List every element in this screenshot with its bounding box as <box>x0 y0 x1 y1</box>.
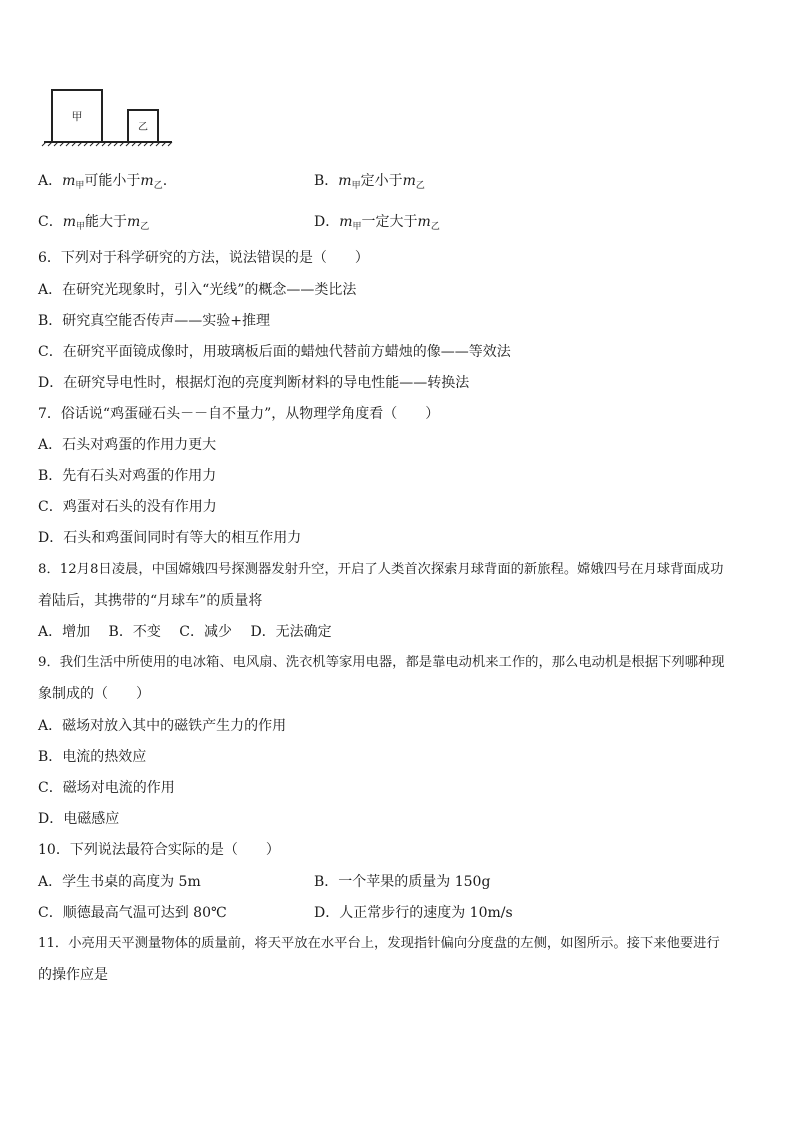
q11-stem-line-2: 的操作应是 <box>38 967 108 983</box>
q10-option-d: D．人正常步行的速度为 10m/s <box>314 905 513 921</box>
blocks-figure <box>40 82 180 148</box>
q9-option-d: D．电磁感应 <box>38 811 120 827</box>
q8-stem-line-1: 8．12月8日凌晨，中国嫦娥四号探测器发射升空，开启了人类首次探索月球背面的新旅程。嫦娥四号在月球背面成功 <box>38 562 724 577</box>
q7-option-b: B．先有石头对鸡蛋的作用力 <box>38 468 217 484</box>
q10-option-a: A．学生书桌的高度为 5m <box>38 874 201 890</box>
q9-stem-line-2: 象制成的（ ） <box>38 686 150 702</box>
q9-option-b: B．电流的热效应 <box>38 749 147 765</box>
q6-option-b: B．研究真空能否传声——实验+推理 <box>38 313 271 329</box>
q7-option-d: D．石头和鸡蛋间同时有等大的相互作用力 <box>38 530 302 546</box>
q6-option-a: A．在研究光现象时，引入“光线”的概念——类比法 <box>38 282 357 298</box>
q10-option-b: B．一个苹果的质量为 150g <box>314 874 491 890</box>
q9-stem-line-1: 9．我们生活中所使用的电冰箱、电风扇、洗衣机等家用电器，都是靠电动机来工作的，那么电动机是根据下列哪种现 <box>38 655 725 670</box>
q6-option-c: C．在研究平面镜成像时，用玻璃板后面的蜡烛代替前方蜡烛的像——等效法 <box>38 344 511 360</box>
q6-stem: 6．下列对于科学研究的方法，说法错误的是（ ） <box>38 250 369 266</box>
q11-stem-line-1: 11．小亮用天平测量物体的质量前，将天平放在水平台上，发现指针偏向分度盘的左侧，如图所示。接下来他要进行 <box>38 936 720 951</box>
q10-stem: 10．下列说法最符合实际的是（ ） <box>38 842 280 858</box>
q5-option-a: A．$m_甲$可能小于$m_乙$. <box>38 173 168 191</box>
q6-option-d: D．在研究导电性时，根据灯泡的亮度判断材料的导电性能——转换法 <box>38 375 470 391</box>
q7-stem: 7．俗话说“鸡蛋碰石头－－自不量力”，从物理学角度看（ ） <box>38 406 440 422</box>
q7-option-a: A．石头对鸡蛋的作用力更大 <box>38 437 217 453</box>
q9-option-c: C．磁场对电流的作用 <box>38 780 175 796</box>
q8-options: A．增加 B．不变 C．减少 D．无法确定 <box>38 624 332 640</box>
q7-option-c: C．鸡蛋对石头的没有作用力 <box>38 499 217 515</box>
q5-option-d: D．$m_甲$一定大于$m_乙$ <box>314 214 440 232</box>
q9-option-a: A．磁场对放入其中的磁铁产生力的作用 <box>38 718 287 734</box>
q5-option-c: C．$m_甲$能大于$m_乙$ <box>38 214 150 232</box>
block-a-label: 甲 <box>71 110 83 123</box>
q8-stem-line-2: 着陆后，其携带的“月球车”的质量将 <box>38 593 263 609</box>
q10-option-c: C．顺德最高气温可达到 80℃ <box>38 905 227 921</box>
block-b-label: 乙 <box>138 122 148 133</box>
q5-option-b: B．$m_甲$定小于$m_乙$ <box>314 173 425 191</box>
